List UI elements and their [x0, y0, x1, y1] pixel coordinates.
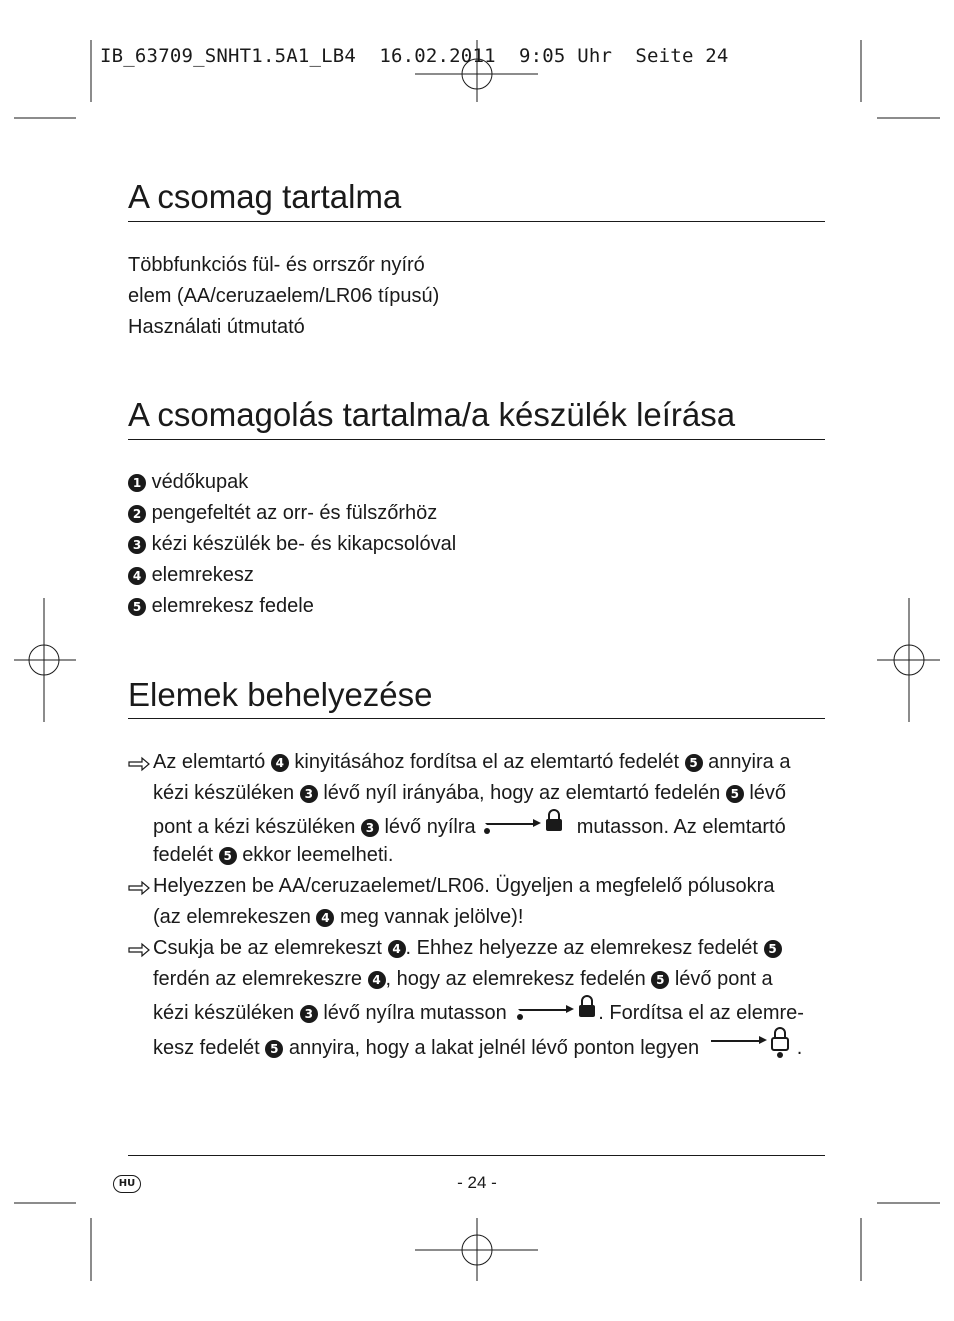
- number-badge: 5: [726, 785, 744, 803]
- text: kesz fedelét: [153, 1037, 260, 1059]
- text: (az elemrekeszen: [153, 906, 311, 928]
- instruction-line: Helyezzen be AA/ceruzaelemet/LR06. Ügyeljen a megfelelő pólusokra: [153, 875, 775, 897]
- list-item-label: védőkupak: [151, 471, 249, 493]
- text: annyira a: [708, 751, 791, 773]
- text: mutasson. Az elemtartó: [576, 816, 786, 838]
- text: fedelét: [153, 844, 214, 866]
- text: , hogy az elemrekesz fedelén: [385, 968, 646, 990]
- number-badge: 5: [651, 971, 669, 989]
- text: . Ehhez helyezze az elemrekesz fedelét: [405, 937, 758, 959]
- list-item: elem (AA/ceruzaelem/LR06 típusú): [128, 285, 440, 307]
- number-badge: 3: [300, 1005, 318, 1023]
- instruction-line: [153, 840, 393, 871]
- list-item: [128, 467, 248, 498]
- instruction-line: [153, 995, 804, 1029]
- text: lévő: [749, 782, 787, 804]
- list-item: Használati útmutató: [128, 316, 305, 338]
- print-slug: IB_63709_SNHT1.5A1_LB4 16.02.2011 9:05 Uhr Seite 24: [100, 45, 729, 67]
- text: Az elemtartó: [153, 751, 266, 773]
- number-badge: 4: [388, 940, 406, 958]
- section-title-description: A csomagolás tartalma/a készülék leírása: [128, 396, 736, 433]
- text: lévő pont a: [674, 968, 773, 990]
- text: lévő nyílra mutasson: [323, 1002, 507, 1024]
- text: meg vannak jelölve)!: [339, 906, 524, 928]
- instruction-line: [153, 933, 782, 964]
- text: .: [796, 1037, 803, 1059]
- number-badge: 4: [368, 971, 386, 989]
- text: ferdén az elemrekeszre: [153, 968, 362, 990]
- number-badge: 5: [265, 1040, 283, 1058]
- text: kézi készüléken: [153, 1002, 295, 1024]
- arrow-bullet-icon: [128, 756, 150, 772]
- list-item-label: kézi készülék be- és kikapcsolóval: [151, 533, 457, 555]
- arrow-to-lock-icon: [512, 995, 598, 1023]
- section-title-contents: A csomag tartalma: [128, 178, 402, 215]
- number-badge: 1: [128, 474, 146, 492]
- arrow-to-lock-icon: [481, 809, 571, 837]
- divider: [128, 221, 825, 222]
- list-item: Többfunkciós fül- és orrszőr nyíró: [128, 254, 425, 276]
- footer-divider: [128, 1155, 825, 1156]
- instruction-line: [153, 778, 786, 809]
- arrow-bullet-icon: [128, 942, 150, 958]
- divider: [128, 439, 825, 440]
- text: annyira, hogy a lakat jelnél lévő ponton legyen: [288, 1037, 700, 1059]
- text: . Fordítsa el az elemre-: [598, 1002, 804, 1024]
- arrow-bullet-icon: [128, 880, 150, 896]
- number-badge: 4: [271, 754, 289, 772]
- list-item: [128, 498, 437, 529]
- number-badge: 4: [316, 909, 334, 927]
- number-badge: 3: [361, 819, 379, 837]
- list-item: [128, 591, 314, 622]
- text: lévő nyíl irányába, hogy az elemtartó fedelén: [323, 782, 721, 804]
- section-title-batteries: Elemek behelyezése: [128, 676, 433, 713]
- text: ekkor leemelheti.: [242, 844, 394, 866]
- number-badge: 2: [128, 505, 146, 523]
- number-badge: 5: [219, 847, 237, 865]
- list-item-label: elemrekesz fedele: [151, 595, 314, 617]
- number-badge: 3: [300, 785, 318, 803]
- page-number: - 24 -: [457, 1173, 497, 1192]
- list-item: [128, 560, 254, 591]
- number-badge: 5: [128, 598, 146, 616]
- list-item-label: elemrekesz: [151, 564, 254, 586]
- divider: [128, 718, 825, 719]
- number-badge: 5: [764, 940, 782, 958]
- arrow-to-lock-dot-icon: [705, 1026, 797, 1058]
- list-item-label: pengefeltét az orr- és fülszőrhöz: [151, 502, 438, 524]
- number-badge: 4: [128, 567, 146, 585]
- number-badge: 5: [685, 754, 703, 772]
- number-badge: 3: [128, 536, 146, 554]
- instruction-line: [153, 964, 773, 995]
- list-item: [128, 529, 456, 560]
- instruction-line: [153, 902, 523, 933]
- instruction-line: [153, 1026, 802, 1064]
- instruction-line: [153, 809, 786, 843]
- text: kézi készüléken: [153, 782, 295, 804]
- text: Csukja be az elemrekeszt: [153, 937, 382, 959]
- instruction-line: [153, 747, 790, 778]
- text: pont a kézi készüléken: [153, 816, 356, 838]
- text: kinyitásához fordítsa el az elemtartó fedelét: [294, 751, 680, 773]
- text: lévő nyílra: [384, 816, 476, 838]
- language-badge: HU: [113, 1175, 141, 1193]
